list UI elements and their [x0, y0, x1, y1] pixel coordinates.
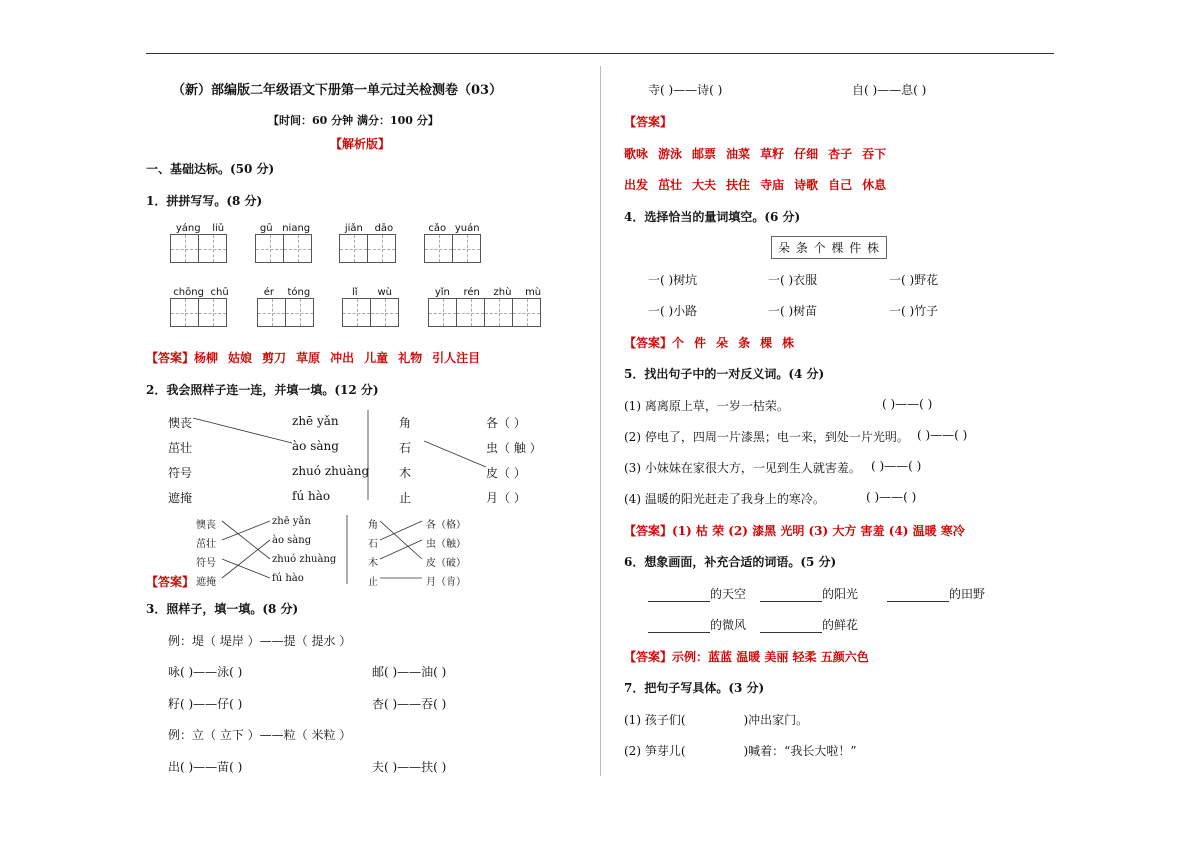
measure-word-blank[interactable]: 一( )野花	[889, 273, 939, 287]
writing-cell[interactable]	[484, 298, 513, 327]
answer-word: 草籽	[760, 147, 785, 161]
writing-cell[interactable]	[170, 298, 199, 327]
pinyin: dāo	[374, 223, 394, 234]
answer-word: 自己	[828, 178, 853, 192]
pinyin: zhù	[493, 287, 512, 298]
answer-match-fill: 虫（触）	[426, 539, 466, 550]
pinyin-grid	[257, 287, 317, 327]
fill-phrase[interactable]	[648, 585, 746, 602]
writing-cell[interactable]	[257, 298, 286, 327]
pinyin: gū	[259, 223, 273, 234]
answer-word: 冲出	[330, 351, 355, 365]
column-divider	[600, 66, 601, 776]
sentence: (1) 离离原上草，一岁一枯荣。	[624, 399, 789, 413]
match-char: 止	[399, 491, 412, 505]
pinyin: yáng	[175, 223, 201, 234]
measure-word-blank[interactable]: 一( )衣服	[768, 273, 818, 287]
sentence: (2) 停电了，四周一片漆黑；电一来，到处一片光明。	[624, 430, 909, 444]
answer-word: 寺庙	[760, 178, 785, 192]
pinyin: chū	[210, 287, 229, 298]
answer-word: 株	[782, 336, 795, 350]
answer-text: 示例：蓝蓝 温暖 美丽 轻柔 五颜六色	[672, 650, 869, 664]
pinyin: jiǎn	[344, 223, 363, 234]
pinyin: yǐn	[434, 287, 450, 298]
pinyin: liǔ	[212, 223, 225, 234]
writing-cell[interactable]	[339, 234, 368, 263]
pinyin-grid	[424, 223, 484, 263]
match-pinyin: ào sàng	[292, 439, 339, 453]
match-word: 茁壮	[168, 441, 193, 455]
answer-word: 吞下	[862, 147, 887, 161]
sentence: (3) 小妹妹在家很大方，一见到生人就害羞。	[624, 461, 861, 475]
measure-word-blank[interactable]: 一( )树苗	[768, 304, 818, 318]
match-char: 木	[399, 466, 412, 480]
match-word: 遮掩	[168, 491, 193, 505]
fill-phrase[interactable]	[760, 616, 858, 633]
pinyin: cǎo	[428, 223, 447, 234]
q3-answer-row-2	[624, 176, 896, 193]
answer-match-char: 木	[368, 558, 378, 569]
sentence-part: )喊着：“我长大啦！”	[743, 744, 857, 758]
example-line: 例：立（ 立下 ）——粒（ 米粒 ）	[168, 728, 352, 742]
pinyin: tóng	[287, 287, 311, 298]
sentence-part: (2) 笋芽儿(	[624, 744, 686, 758]
answer-label: 【答案】	[624, 115, 673, 129]
answer-word: 出发	[624, 178, 649, 192]
match-pinyin: fú hào	[292, 489, 331, 503]
pinyin-grid	[170, 223, 230, 263]
answer-label: 【答案】	[624, 650, 673, 664]
q4-answer	[624, 334, 804, 351]
pinyin-grid	[170, 287, 232, 327]
answer-match-pinyin: zhuó zhuàng	[272, 554, 337, 565]
answer-word: 游泳	[658, 147, 683, 161]
fill-row[interactable]: 邮( )——油( )	[372, 665, 447, 679]
answer-word: 扶住	[726, 178, 751, 192]
answer-match-word: 茁壮	[196, 539, 216, 550]
answer-word: 草原	[296, 351, 321, 365]
answer-match-char: 角	[368, 520, 378, 531]
match-char: 角	[399, 416, 412, 430]
pinyin: mù	[525, 287, 542, 298]
writing-cell[interactable]	[512, 298, 541, 327]
answer-label: 【答案】	[624, 336, 673, 350]
sentence: (4) 温暖的阳光赶走了我身上的寒冷。	[624, 492, 825, 506]
exam-meta: 【时间：60 分钟 满分：100 分】	[268, 114, 439, 127]
edition-label: 【解析版】	[330, 137, 391, 151]
measure-word-box: 朵 条 个 棵 件 株	[771, 236, 887, 259]
fill-row[interactable]: 杏( )——吞( )	[372, 697, 447, 711]
answer-label: 【答案】	[146, 575, 195, 589]
answer-match-pinyin: fú hào	[272, 573, 304, 584]
answer-word: 姑娘	[228, 351, 253, 365]
fill-row[interactable]: 咏( )——泳( )	[168, 665, 243, 679]
answer-word: 邮票	[692, 147, 717, 161]
q3-heading: 3．照样子，填一填。(8 分)	[146, 602, 299, 616]
answer-match-word: 符号	[196, 558, 216, 569]
q7-sentence-2[interactable]	[624, 742, 856, 759]
fill-phrase[interactable]	[887, 585, 985, 602]
q7-heading: 7．把句子写具体。(3 分)	[624, 681, 765, 695]
writing-cell[interactable]	[170, 234, 199, 263]
antonym-blank[interactable]: ( )——( )	[882, 397, 933, 411]
answer-word: 礼物	[398, 351, 423, 365]
answer-word: 茁壮	[658, 178, 683, 192]
answer-match-pinyin: ào sàng	[272, 535, 312, 546]
answer-word: 棵	[760, 336, 773, 350]
antonym-blank[interactable]: ( )——( )	[866, 490, 917, 504]
answer-match-char: 石	[368, 539, 378, 550]
pinyin: lǐ	[351, 287, 358, 298]
pinyin-grid	[428, 287, 548, 327]
q3-answer-row-1	[624, 145, 896, 162]
writing-cell[interactable]	[428, 298, 457, 327]
phrase-text: 的阳光	[822, 587, 859, 601]
page-title: （新）部编版二年级语文下册第一单元过关检测卷（03）	[172, 83, 503, 98]
example-line: 例：堤（ 堤岸 ）——提（ 提水 ）	[168, 634, 352, 648]
answer-word: 休息	[862, 178, 887, 192]
q6-answer	[624, 648, 869, 665]
fill-row[interactable]: 寺( )——诗( )	[648, 83, 723, 97]
fill-phrase[interactable]	[760, 585, 858, 602]
answer-word: 剪刀	[262, 351, 287, 365]
answer-label: 【答案】	[624, 524, 673, 538]
top-rule	[146, 53, 1054, 54]
answer-word: 仔细	[794, 147, 819, 161]
answer-word: 儿童	[364, 351, 389, 365]
writing-cell[interactable]	[456, 298, 485, 327]
answer-match-word: 懊丧	[196, 520, 216, 531]
match-pinyin: zhē yǎn	[292, 414, 339, 428]
answer-text: (1) 枯 荣 (2) 漆黑 光明 (3) 大方 害羞 (4) 温暖 寒冷	[672, 524, 965, 538]
q1-heading: 1．拼拼写写。(8 分)	[146, 194, 263, 208]
sentence-part: (1) 孩子们(	[624, 713, 686, 727]
measure-word-blank[interactable]: 一( )小路	[648, 304, 698, 318]
measure-word-blank[interactable]: 一( )树坑	[648, 273, 698, 287]
match-pinyin: zhuó zhuàng	[292, 464, 370, 478]
answer-word: 诗歌	[794, 178, 819, 192]
fill-row[interactable]: 自( )——息( )	[852, 83, 927, 97]
match-blank[interactable]: 虫（ 触 ）	[486, 441, 542, 455]
answer-word: 件	[694, 336, 707, 350]
answer-word: 朵	[716, 336, 729, 350]
answer-word: 条	[738, 336, 751, 350]
pinyin: rén	[463, 287, 480, 298]
match-blank[interactable]: 各（ ）	[486, 416, 526, 430]
pinyin-grid	[342, 287, 402, 327]
pinyin: ér	[263, 287, 275, 298]
pinyin-grid	[339, 223, 399, 263]
antonym-blank[interactable]: ( )——( )	[917, 428, 968, 442]
fill-row[interactable]: 夫( )——扶( )	[372, 760, 447, 774]
q4-heading: 4．选择恰当的量词填空。(6 分)	[624, 210, 801, 224]
q5-answer	[624, 522, 965, 539]
answer-label: 【答案】	[146, 351, 195, 365]
phrase-text: 的天空	[710, 587, 747, 601]
answer-match-fill: 月（肯）	[426, 577, 466, 588]
pinyin: wù	[377, 287, 393, 298]
pinyin-grid	[255, 223, 315, 263]
answer-match-word: 遮掩	[196, 577, 216, 588]
answer-word: 杏子	[828, 147, 853, 161]
writing-cell[interactable]	[367, 234, 396, 263]
answer-word: 杨柳	[194, 351, 219, 365]
writing-cell[interactable]	[198, 298, 227, 327]
answer-word: 个	[672, 336, 685, 350]
fill-phrase[interactable]	[648, 616, 746, 633]
q2-heading: 2．我会照样子连一连，并填一填。(12 分)	[146, 383, 379, 397]
phrase-text: 的田野	[949, 587, 986, 601]
match-word: 懊丧	[168, 416, 193, 430]
phrase-text: 的微风	[710, 618, 747, 632]
writing-cell[interactable]	[283, 234, 312, 263]
answer-match-pinyin: zhē yǎn	[272, 516, 311, 527]
answer-word: 大夫	[692, 178, 717, 192]
match-char: 石	[399, 441, 412, 455]
phrase-text: 的鲜花	[822, 618, 859, 632]
sentence-part: )冲出家门。	[743, 713, 809, 727]
writing-cell[interactable]	[424, 234, 453, 263]
fill-row[interactable]: 籽( )——仔( )	[168, 697, 243, 711]
q6-heading: 6．想象画面，补充合适的词语。(5 分)	[624, 555, 837, 569]
answer-match-fill: 各（格）	[426, 520, 466, 531]
writing-cell[interactable]	[370, 298, 399, 327]
pinyin: yuán	[454, 223, 480, 234]
writing-cell[interactable]	[255, 234, 284, 263]
fill-row[interactable]: 出( )——苗( )	[168, 760, 243, 774]
match-blank[interactable]: 月（ ）	[486, 491, 526, 505]
writing-cell[interactable]	[342, 298, 371, 327]
antonym-blank[interactable]: ( )——( )	[871, 459, 922, 473]
answer-match-fill: 皮（破）	[426, 558, 466, 569]
writing-cell[interactable]	[198, 234, 227, 263]
q7-sentence-1[interactable]	[624, 711, 808, 728]
pinyin: niang	[282, 223, 311, 234]
answer-match-char: 止	[368, 577, 378, 588]
match-blank[interactable]: 皮（ ）	[486, 466, 526, 480]
q5-heading: 5．找出句子中的一对反义词。(4 分)	[624, 367, 825, 381]
match-word: 符号	[168, 466, 193, 480]
measure-word-blank[interactable]: 一( )竹子	[889, 304, 939, 318]
answer-word: 油菜	[726, 147, 751, 161]
q1-answer	[146, 349, 490, 366]
answer-word: 引人注目	[432, 351, 481, 365]
writing-cell[interactable]	[285, 298, 314, 327]
answer-word: 歌咏	[624, 147, 649, 161]
pinyin: chōng	[173, 287, 204, 298]
writing-cell[interactable]	[452, 234, 481, 263]
section-1-heading: 一、基础达标。(50 分)	[146, 162, 275, 176]
